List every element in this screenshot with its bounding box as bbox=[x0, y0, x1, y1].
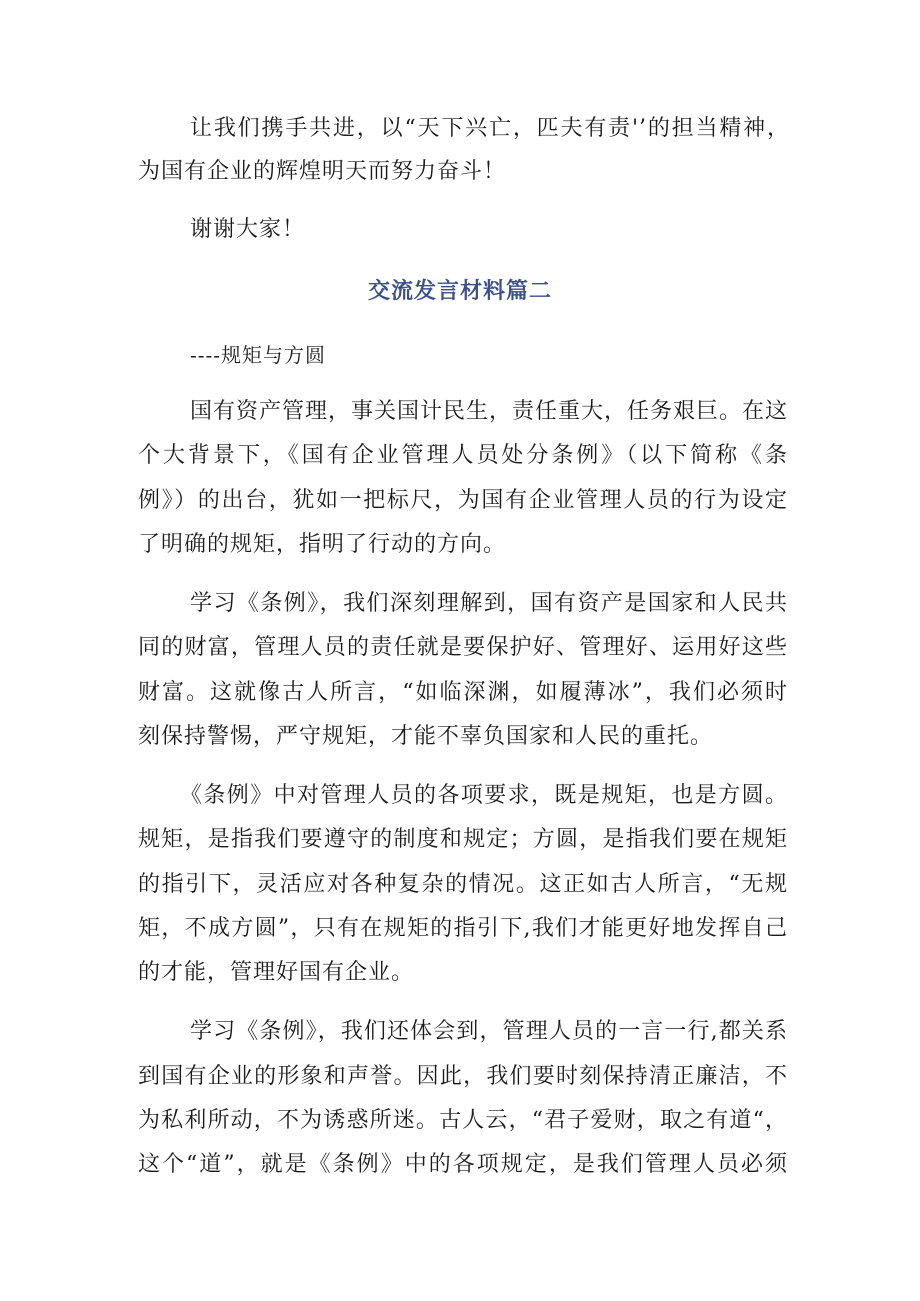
paragraph-line: 刻保持警惕，严守规矩，才能不辜负国家和人民的重托。 bbox=[138, 724, 714, 749]
paragraph-line: 的才能，管理好国有企业。 bbox=[138, 960, 415, 985]
paragraph-line: 学习《条例》，我们深刻理解到，国有资产是国家和人民共 bbox=[190, 591, 788, 616]
paragraph-line: 学习《条例》，我们还体会到，管理人员的一言一行,都关系 bbox=[190, 1019, 788, 1044]
paragraph-line: 矩，不成方圆”，只有在规矩的指引下,我们才能更好地发挥自己 bbox=[138, 916, 788, 941]
paragraph-line: 《条例》中对管理人员的各项要求，既是规矩，也是方圆。 bbox=[180, 783, 788, 808]
paragraph-line: 个大背景下，《国有企业管理人员处分条例》（以下简称《条 bbox=[138, 443, 788, 468]
paragraph-line: 国有资产管理，事关国计民生，责任重大，任务艰巨。在这 bbox=[190, 399, 789, 424]
subtitle: ----规矩与方圆 bbox=[190, 343, 327, 367]
paragraph-line: 了明确的规矩，指明了行动的方向。 bbox=[138, 532, 507, 557]
paragraph-line: 的指引下，灵活应对各种复杂的情况。这正如古人所言，“无规 bbox=[138, 872, 788, 897]
paragraph-line: 同的财富，管理人员的责任就是要保护好、管理好、运用好这些 bbox=[138, 635, 788, 660]
thanks-text: 谢谢大家！ bbox=[190, 217, 306, 242]
paragraph-line: 这个“道”，就是《条例》中的各项规定，是我们管理人员必须 bbox=[138, 1152, 788, 1177]
paragraph-line: 让我们携手共进，以“天下兴亡，匹夫有责'’的担当精神， bbox=[190, 116, 790, 141]
paragraph-line: 规矩，是指我们要遵守的制度和规定；方圆，是指我们要在规矩 bbox=[138, 827, 788, 852]
paragraph-line: 为国有企业的辉煌明天而努力奋斗！ bbox=[138, 159, 507, 184]
paragraph-line: 财富。这就像古人所言，“如临深渊，如履薄冰”，我们必须时 bbox=[138, 680, 788, 705]
paragraph-line: 为私利所动，不为诱惑所迷。古人云，“君子爱财，取之有道“， bbox=[138, 1108, 788, 1133]
section-title: 交流发言材料篇二 bbox=[367, 278, 552, 304]
paragraph-line: 例》）的出台，犹如一把标尺，为国有企业管理人员的行为设定 bbox=[138, 488, 788, 513]
paragraph-line: 到国有企业的形象和声誉。因此，我们要时刻保持清正廉洁，不 bbox=[138, 1064, 788, 1089]
